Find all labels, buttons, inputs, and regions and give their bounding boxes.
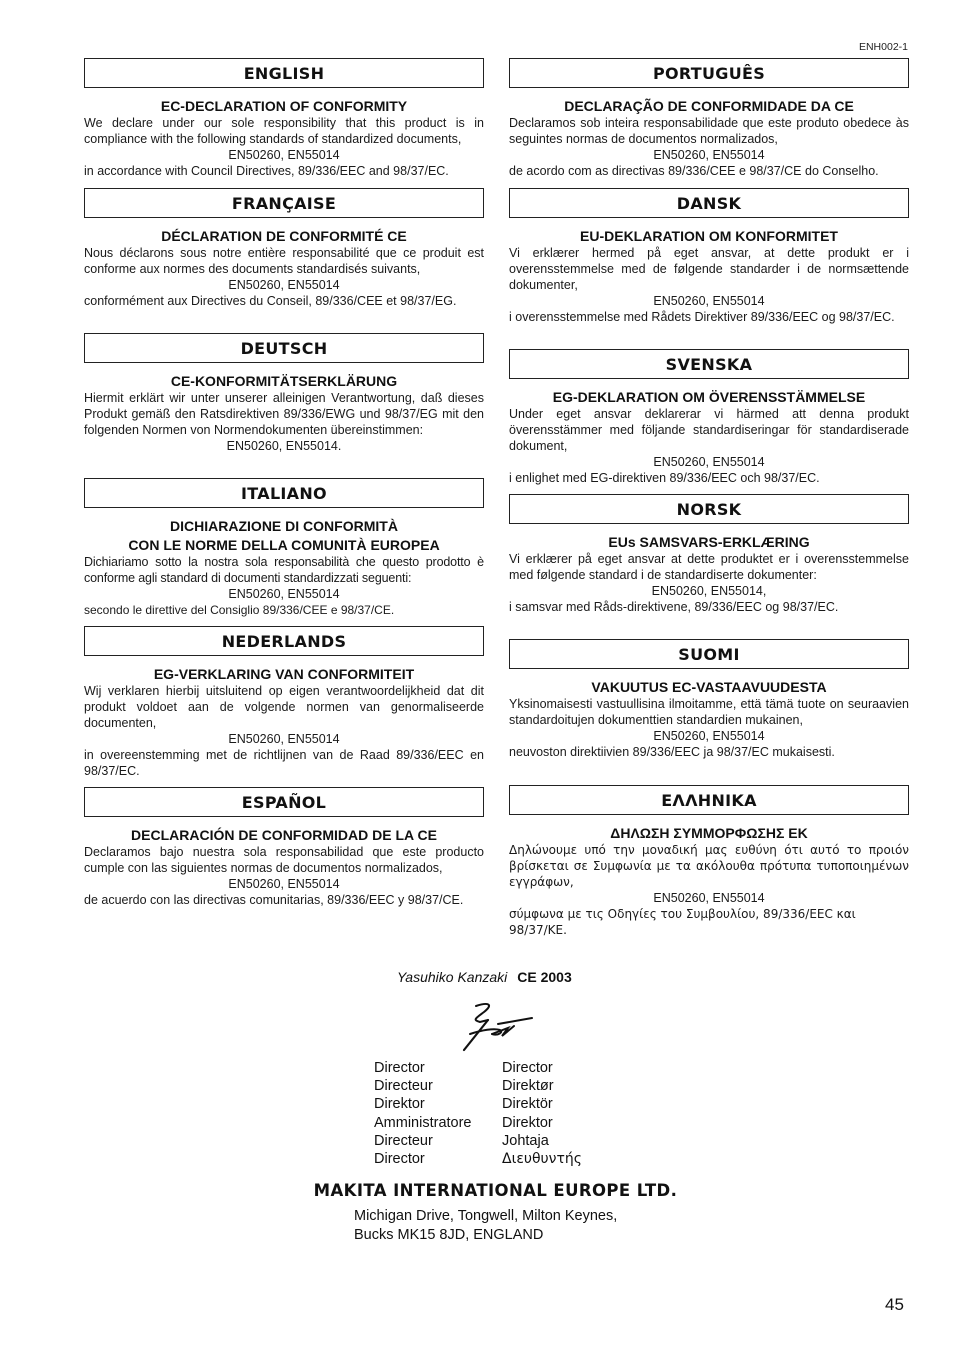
section-ellinika — [509, 785, 909, 938]
director-titles-col2 — [502, 1059, 582, 1168]
declaration-title: EC-DECLARATION OF CONFORMITY — [160, 98, 408, 114]
director-title: Directeur — [374, 1132, 433, 1149]
signatory-name: Yasuhiko Kanzaki — [397, 969, 508, 985]
handwritten-signature — [458, 1000, 538, 1058]
section-italiano — [84, 478, 484, 618]
declaration-title: DÉCLARATION DE CONFORMITÉ CE — [161, 228, 407, 244]
declaration-title: ΔΗΛΩΣΗ ΣΥΜΜΟΡΦΩΣΗΣ ΕΚ — [610, 825, 808, 841]
declaration-title: EU-DEKLARATION OM KONFORMITET — [580, 228, 838, 244]
signatory-line — [397, 969, 572, 985]
director-title: Director — [374, 1060, 425, 1076]
director-title: Direktor — [502, 1114, 553, 1131]
section-heading: ENGLISH — [84, 58, 484, 88]
directives: in accordance with Council Directives, 89/336/EEC and 98/37/EC. — [84, 164, 449, 178]
declaration-text: Hiermit erklärt wir unter unserer alleinigen Verantwortung, daß dieses Produkt gemäß den Ratsdirektiven 89/336/EWG und 98/37/EG mit den folgenden Normen von Normendokumenten übereinstimmen: — [84, 391, 484, 437]
address-line: Michigan Drive, Tongwell, Milton Keynes, — [354, 1208, 618, 1224]
address-line: Bucks MK15 8JD, ENGLAND — [354, 1226, 544, 1243]
declaration-title: DICHIARAZIONE DI CONFORMITÀ — [170, 518, 398, 534]
section-heading: NEDERLANDS — [84, 626, 484, 656]
declaration-text: We declare under our sole responsibility that this product is in compliance with the following standards of standardized documents, — [84, 116, 484, 146]
section-heading: DEUTSCH — [84, 333, 484, 363]
declaration-text: Wij verklaren hierbij uitsluitend op eigen verantwoordelijkheid dat dit produkt voldoet aan de volgende normen van genormaliseerde documenten, — [84, 684, 484, 730]
section-svenska — [509, 349, 909, 486]
section-heading: DANSK — [509, 188, 909, 218]
declaration-title: VAKUUTUS EC-VASTAAVUUDESTA — [591, 679, 827, 695]
directives: de acuerdo con las directivas comunitarias, 89/336/EEC y 98/37/CE. — [84, 893, 464, 907]
section-english — [84, 58, 484, 179]
declaration-title: EG-DEKLARATION OM ÖVERENSSTÄMMELSE — [552, 389, 866, 405]
declaration-title: DECLARAÇÃO DE CONFORMIDADE DA CE — [564, 98, 854, 114]
section-heading: ΕΛΛΗΝΙΚΑ — [509, 785, 909, 815]
declaration-text: Yksinomaisesti vastuullisina ilmoitamme, että tämä tuote on seuraavien standardoitujen dokumenttien standardien mukainen, — [509, 697, 909, 727]
standards: EN50260, EN55014 — [228, 278, 340, 292]
declaration-text: Dichiariamo sotto la nostra sola responsabilità che questo prodotto è conforme agli standard di documenti standardizzati seguenti: — [84, 555, 484, 585]
director-title: Amministratore — [374, 1114, 472, 1131]
standards: EN50260, EN55014. — [226, 439, 342, 453]
directives: i samsvar med Råds-direktivene, 89/336/EEC og 98/37/EC. — [509, 600, 839, 614]
director-title: Direktor — [374, 1096, 425, 1113]
director-title: Johtaja — [502, 1132, 549, 1149]
director-title: Director — [502, 1060, 553, 1076]
declaration-text: Nous déclarons sous notre entière responsabilité que ce produit est conforme aux normes des documents standardisés suivants, — [84, 246, 484, 276]
company-address — [354, 1207, 617, 1244]
declaration-text: Vi erklærer hermed på eget ansvar, at dette produkt er i overensstemmelse med de følgende standarder i de normsættende dokumenter, — [509, 246, 909, 292]
section-espanol — [84, 787, 484, 908]
standards: EN50260, EN55014 — [228, 587, 340, 601]
declaration-title: CE-KONFORMITÄTSERKLÄRUNG — [170, 373, 398, 389]
declaration-text: Declaramos sob inteira responsabilidade que este produto obedece às seguintes normas de documentos normalizados, — [509, 116, 909, 146]
director-title: Direktør — [502, 1078, 554, 1095]
section-suomi — [509, 639, 909, 760]
standards: EN50260, EN55014 — [653, 891, 765, 905]
directives: i overensstemmelse med Rådets Direktiver 89/336/EEC og 98/37/EC. — [509, 310, 895, 324]
director-titles-col1 — [374, 1059, 472, 1168]
page-number: 45 — [885, 1295, 904, 1314]
section-norsk — [509, 494, 909, 615]
directives: in overeenstemming met de richtlijnen van de Raad 89/336/EEC en 98/37/EC. — [84, 748, 484, 778]
section-heading: FRANÇAISE — [84, 188, 484, 218]
declaration-text: Δηλώνουμε υπό την μοναδική μας ευθύνη ότι αυτό το προιόν βρίσκεται σε Συμφωνία με τα ακόλουθα πρότυπα τυποποιημένων εγγράφων, — [509, 843, 909, 889]
section-heading: ESPAÑOL — [84, 787, 484, 817]
section-heading: SVENSKA — [509, 349, 909, 379]
standards: EN50260, EN55014 — [653, 148, 765, 162]
standards: EN50260, EN55014 — [653, 294, 765, 308]
section-heading: NORSK — [509, 494, 909, 524]
section-heading: PORTUGUÊS — [509, 58, 909, 88]
declaration-title-line2: CON LE NORME DELLA COMUNITÀ EUROPEA — [128, 537, 440, 553]
directives: neuvoston direktiivien 89/336/EEC ja 98/37/EC mukaisesti. — [509, 745, 835, 759]
director-title: Direktör — [502, 1096, 553, 1113]
standards: EN50260, EN55014 — [653, 455, 765, 469]
section-deutsch — [84, 333, 484, 454]
section-heading: ITALIANO — [84, 478, 484, 508]
document-code: ENH002-1 — [858, 41, 908, 53]
director-title: Διευθυντής — [502, 1151, 582, 1168]
section-nederlands — [84, 626, 484, 779]
declaration-text: Declaramos bajo nuestra sola responsabilidad que este producto cumple con las siguientes normas de documentos normalizados, — [84, 845, 484, 875]
section-francaise — [84, 188, 484, 309]
standards: EN50260, EN55014, — [651, 584, 767, 598]
directives: σύμφωνα με τις Οδηγίες του Συμβουλίου, 89/336/EEC και 98/37/KE. — [509, 907, 856, 937]
directives: de acordo com as directivas 89/336/CEE e 98/37/CE do Conselho. — [509, 164, 879, 178]
standards: EN50260, EN55014 — [228, 877, 340, 891]
declaration-text: Vi erklærer på eget ansvar at dette produktet er i overensstemmelse med følgende standard i de standardiserte dokumenter: — [509, 552, 909, 582]
declaration-title: EG-VERKLARING VAN CONFORMITEIT — [153, 666, 415, 682]
director-title: Director — [374, 1151, 425, 1168]
company-name: MAKITA INTERNATIONAL EUROPE LTD. — [313, 1181, 678, 1200]
declaration-title: DECLARACIÓN DE CONFORMIDAD DE LA CE — [131, 827, 437, 843]
standards: EN50260, EN55014 — [228, 148, 340, 162]
standards: EN50260, EN55014 — [653, 729, 765, 743]
ce-year: CE 2003 — [517, 969, 572, 985]
section-heading: SUOMI — [509, 639, 909, 669]
declaration-text: Under eget ansvar deklarerar vi härmed att denna produkt överensstämmer med följande standardiseringar för standardiserade dokument, — [509, 407, 909, 453]
standards: EN50260, EN55014 — [228, 732, 340, 746]
directives: secondo le direttive del Consiglio 89/336/CEE e 98/37/CE. — [84, 603, 395, 617]
section-dansk — [509, 188, 909, 325]
director-title: Directeur — [374, 1078, 433, 1095]
section-portugues — [509, 58, 909, 179]
directives: conformément aux Directives du Conseil, 89/336/CEE et 98/37/EG. — [84, 294, 457, 308]
declaration-title: EUs SAMSVARS-ERKLÆRING — [608, 534, 810, 550]
directives: i enlighet med EG-direktiven 89/336/EEC och 98/37/EC. — [509, 471, 820, 485]
